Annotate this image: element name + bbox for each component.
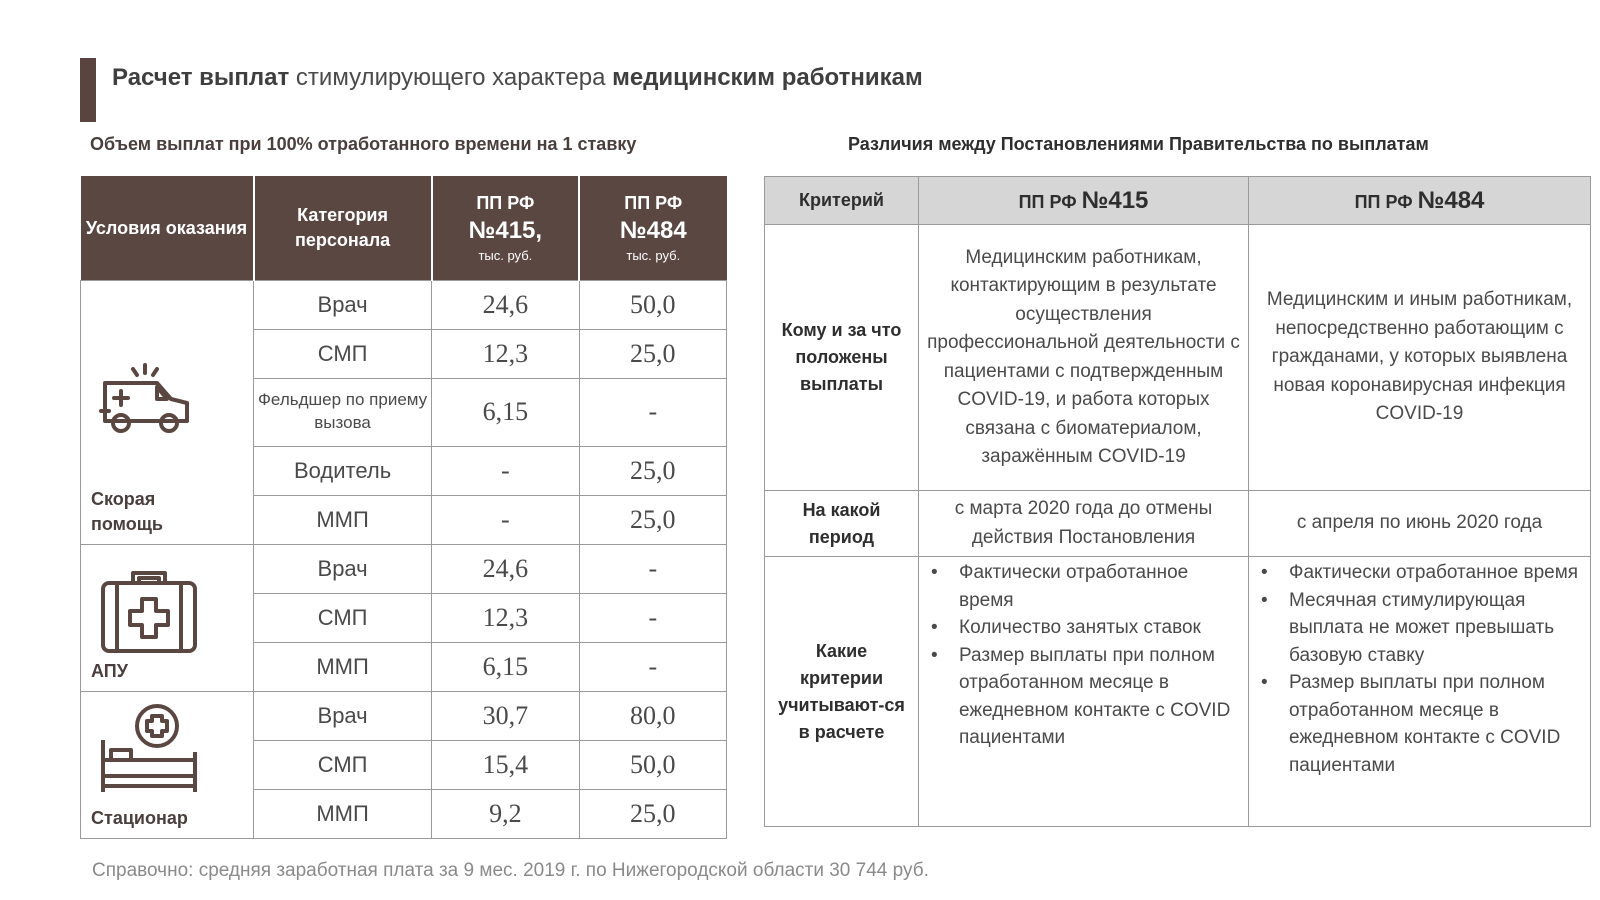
pp484-cell: 50,0 — [579, 740, 726, 789]
list-item: • Фактически отработанное время — [959, 559, 1240, 614]
pp484-cell: 50,0 — [579, 280, 726, 329]
table-row — [765, 557, 1591, 827]
pp484-cell: - — [579, 642, 726, 691]
pp415-who: Медицинским работникам, контактирующим в результате осуществления профессиональной деятельности с пациентами с подтвержденным COVID-19, и работа которых связана с биоматериалом, заражённым COVID-19 — [919, 225, 1249, 491]
category-cell: СМП — [254, 329, 432, 378]
pp415-cell: 30,7 — [432, 691, 579, 740]
hospital-bed-icon — [99, 700, 199, 796]
category-cell: ММП — [254, 495, 432, 544]
category-cell: СМП — [254, 740, 432, 789]
pp484-cell: 25,0 — [579, 495, 726, 544]
payments-table — [80, 176, 727, 839]
pp415-calc — [919, 557, 1249, 827]
group-apu: АПУ — [81, 544, 254, 691]
left-table-subtitle: Объем выплат при 100% отработанного времени на 1 ставку — [90, 134, 637, 154]
header-criterion: Критерий — [765, 177, 919, 225]
header-conditions: Условия оказания — [81, 176, 254, 280]
pp484-who: Медицинским и иным работникам, непосредственно работающим с гражданами, у которых выявлена новая коронавирусная инфекция COVID-19 — [1249, 225, 1591, 491]
category-cell: ММП — [254, 789, 432, 838]
pp415-cell: 24,6 — [432, 544, 579, 593]
criterion-period: На какой период — [765, 491, 919, 557]
pp484-cell: - — [579, 378, 726, 446]
category-cell: СМП — [254, 593, 432, 642]
header-category: Категория персонала — [254, 176, 432, 280]
category-cell: Врач — [254, 691, 432, 740]
pp415-cell: - — [432, 495, 579, 544]
pp415-cell: 9,2 — [432, 789, 579, 838]
pp415-cell: - — [432, 446, 579, 495]
right-table-subtitle: Различия между Постановлениями Правительства по выплатам — [848, 134, 1429, 154]
group-ambulance: Скорая помощь — [81, 280, 254, 544]
category-cell: Фельдшер по приему вызова — [254, 378, 432, 446]
pp484-cell: - — [579, 544, 726, 593]
table-row — [765, 491, 1591, 557]
pp415-cell: 12,3 — [432, 593, 579, 642]
pp415-cell: 15,4 — [432, 740, 579, 789]
header-pp415: ПП РФ №415 — [919, 177, 1249, 225]
category-cell: Врач — [254, 544, 432, 593]
list-item: • Размер выплаты при полном отработанном месяце в ежедневном контакте с COVID пациентами — [1289, 669, 1582, 779]
pp484-calc — [1249, 557, 1591, 827]
category-cell: Врач — [254, 280, 432, 329]
comparison-table — [764, 176, 1591, 827]
payments-table-header — [81, 176, 727, 280]
page-title: Расчет выплат стимулирующего характера медицинским работникам — [112, 64, 923, 91]
pp484-cell: - — [579, 593, 726, 642]
pp415-period: с марта 2020 года до отмены действия Постановления — [919, 491, 1249, 557]
pp415-cell: 6,15 — [432, 642, 579, 691]
medical-kit-icon — [99, 565, 199, 655]
header-pp415: ПП РФ №415, тыс. руб. — [432, 176, 579, 280]
header-pp484: ПП РФ №484 — [1249, 177, 1591, 225]
table-row — [81, 691, 727, 740]
table-row — [81, 280, 727, 329]
title-accent-bar — [80, 58, 96, 122]
list-item: • Размер выплаты при полном отработанном месяце в ежедневном контакте с COVID пациентами — [959, 642, 1240, 752]
list-item: • Фактически отработанное время — [1289, 559, 1582, 587]
category-cell: ММП — [254, 642, 432, 691]
table-row — [81, 544, 727, 593]
pp484-cell: 25,0 — [579, 329, 726, 378]
pp415-cell: 24,6 — [432, 280, 579, 329]
category-cell: Водитель — [254, 446, 432, 495]
criterion-calc: Какие критерии учитывают-ся в расчете — [765, 557, 919, 827]
comparison-table-header — [765, 177, 1591, 225]
pp415-cell: 12,3 — [432, 329, 579, 378]
table-row — [765, 225, 1591, 491]
pp484-cell: 25,0 — [579, 446, 726, 495]
pp484-cell: 25,0 — [579, 789, 726, 838]
pp484-period: с апреля по июнь 2020 года — [1249, 491, 1591, 557]
list-item: • Количество занятых ставок — [959, 614, 1240, 642]
criterion-who: Кому и за что положены выплаты — [765, 225, 919, 491]
pp415-cell: 6,15 — [432, 378, 579, 446]
footnote: Справочно: средняя заработная плата за 9 мес. 2019 г. по Нижегородской области 30 744 руб. — [92, 860, 929, 881]
ambulance-icon — [99, 361, 195, 437]
pp484-cell: 80,0 — [579, 691, 726, 740]
group-hospital: Стационар — [81, 691, 254, 838]
list-item: • Месячная стимулирующая выплата не может превышать базовую ставку — [1289, 587, 1582, 670]
header-pp484: ПП РФ №484 тыс. руб. — [579, 176, 726, 280]
